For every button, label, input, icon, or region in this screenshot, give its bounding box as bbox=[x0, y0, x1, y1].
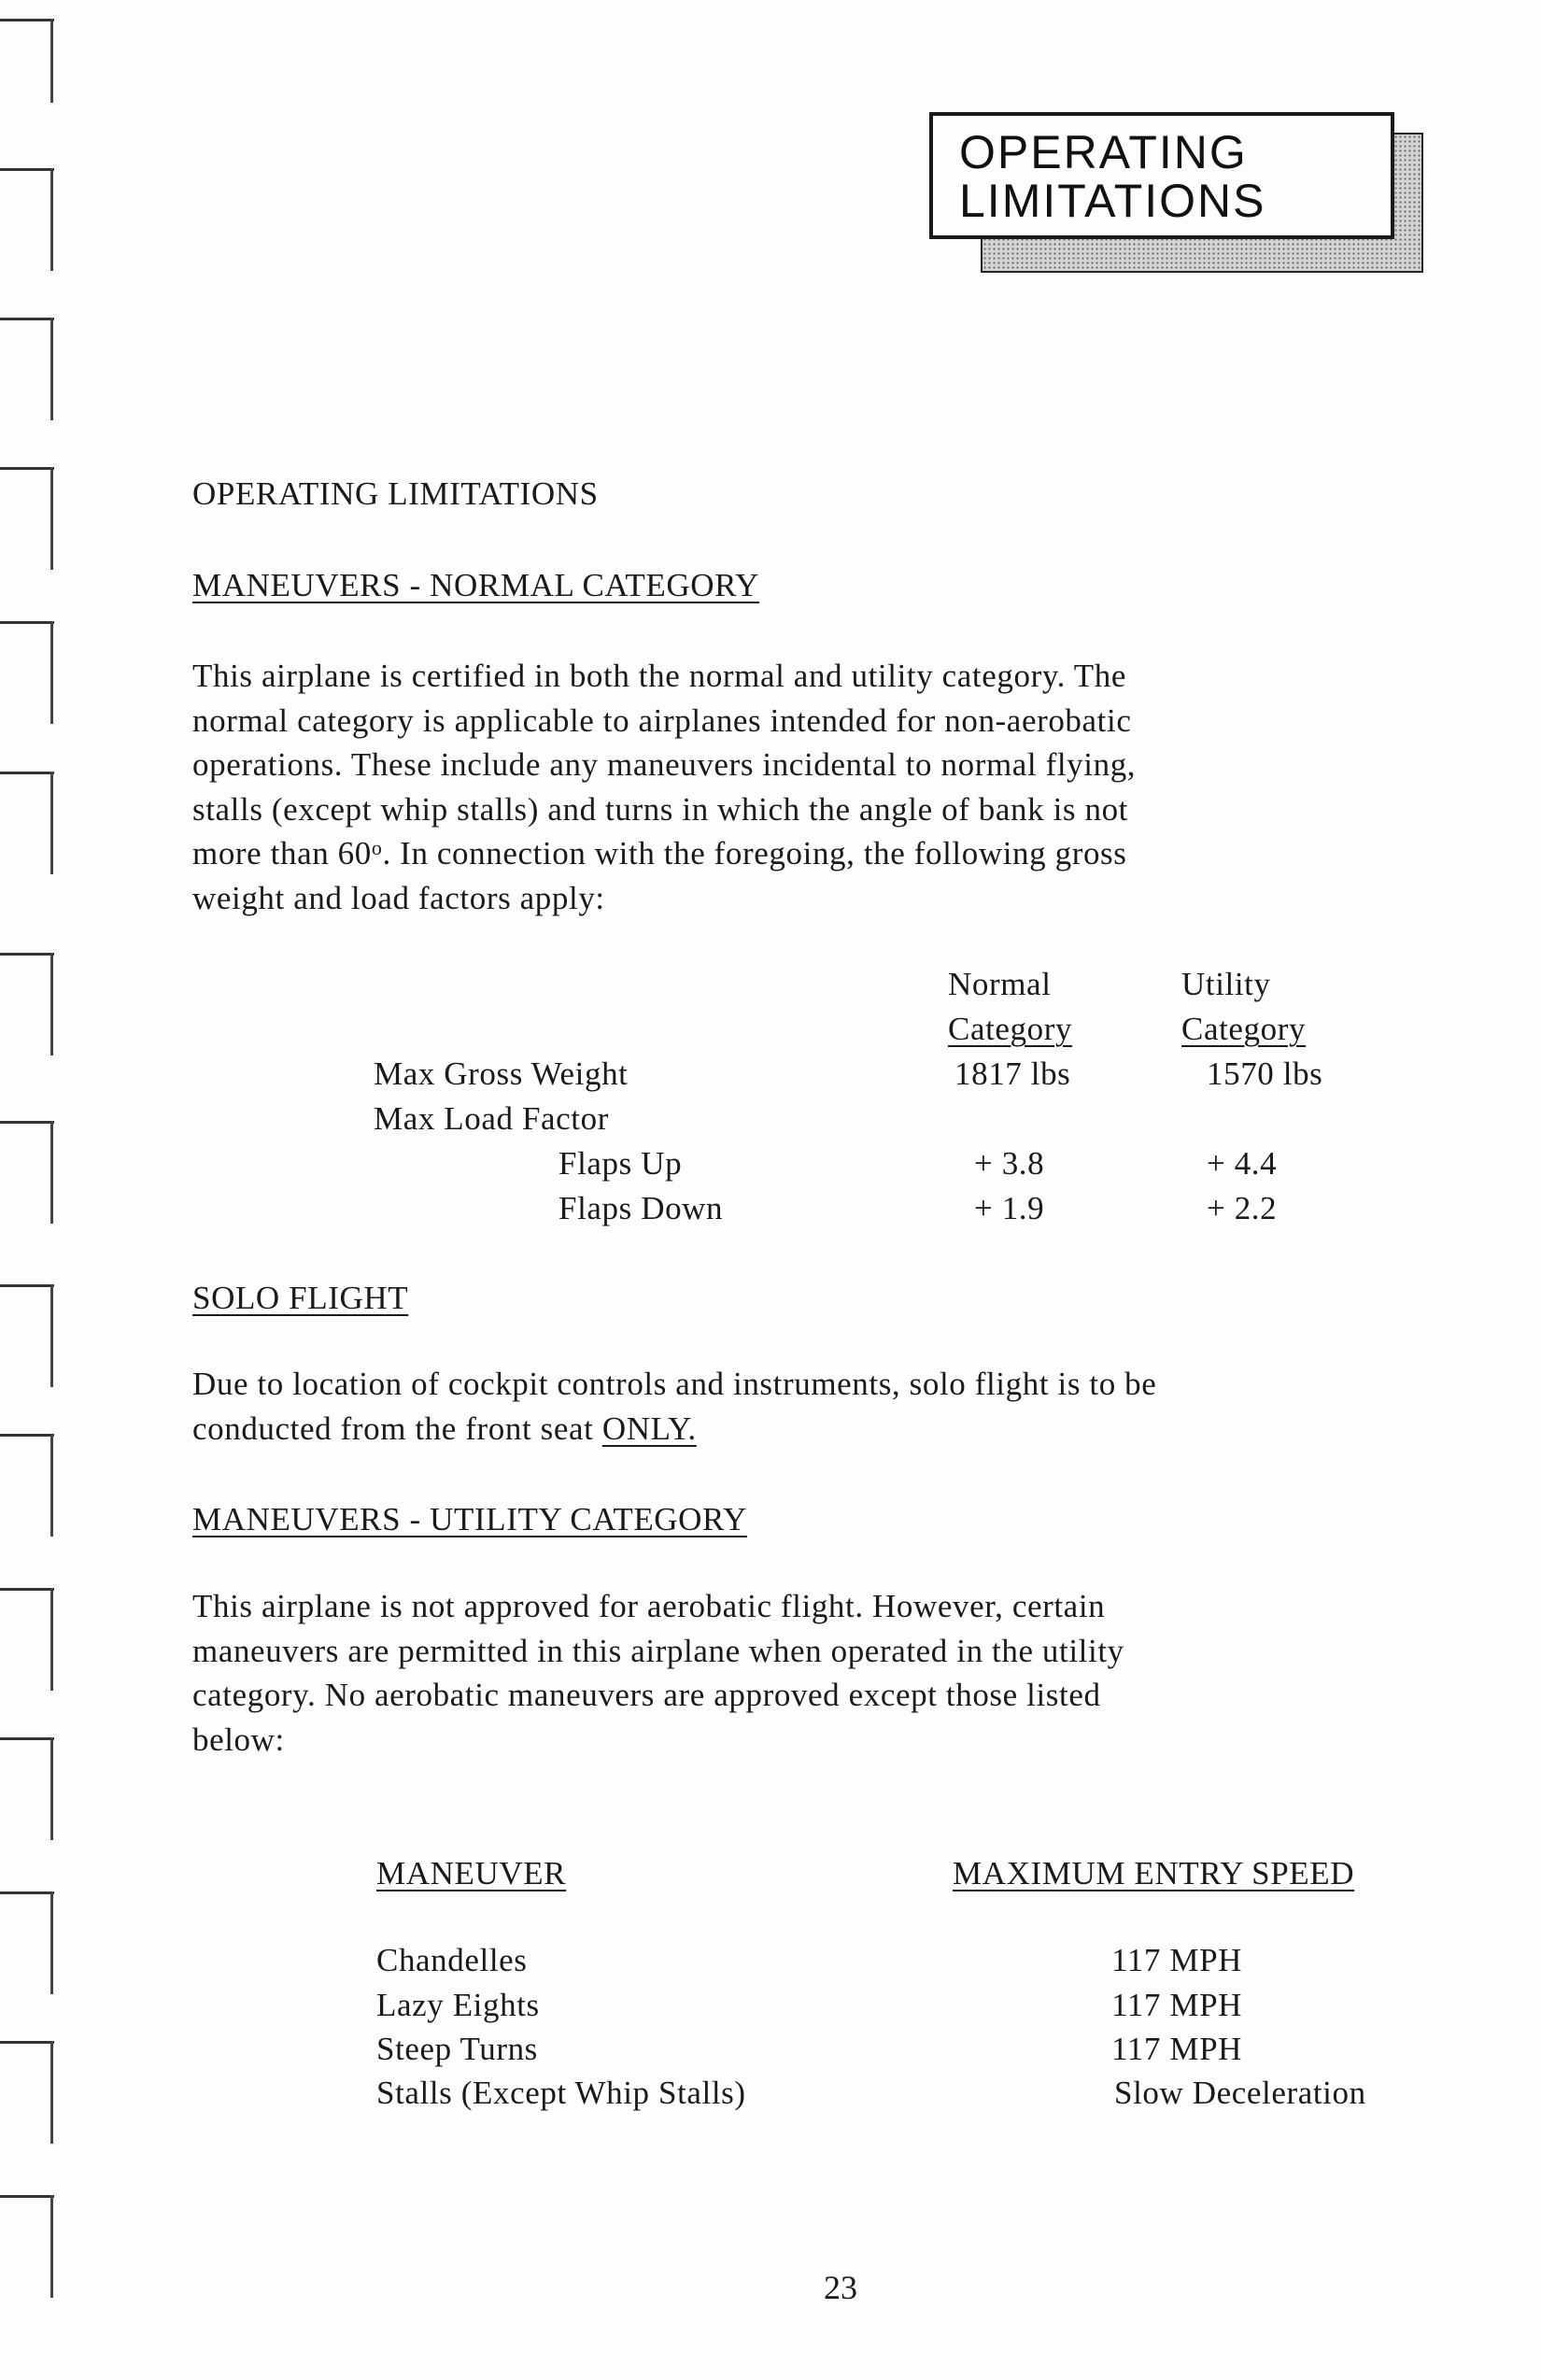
paragraph-line: maneuvers are permitted in this airplane when operated in the utility bbox=[192, 1632, 1124, 1669]
paragraph-line: weight and load factors apply: bbox=[192, 879, 605, 916]
tab-box bbox=[929, 112, 1394, 239]
paragraph-line bbox=[192, 831, 1444, 876]
paragraph-line: This airplane is not approved for aerobatic flight. However, certain bbox=[192, 1588, 1106, 1624]
section-title: OPERATING LIMITATIONS bbox=[192, 475, 599, 512]
row-label-flaps-down: Flaps Down bbox=[558, 1190, 724, 1226]
paragraph-line: This airplane is certified in both the normal and utility category. The bbox=[192, 658, 1126, 694]
solo-flight-paragraph bbox=[192, 1362, 1444, 1451]
utility-category-heading: MANEUVERS - UTILITY CATEGORY bbox=[192, 1501, 747, 1537]
flaps-up-normal: + 3.8 bbox=[974, 1145, 1045, 1182]
emphasis-only: ONLY. bbox=[601, 1410, 697, 1447]
tab-title-line1: OPERATING bbox=[959, 126, 1248, 178]
maneuver-name: Steep Turns bbox=[376, 2031, 538, 2067]
degree-symbol: o bbox=[371, 836, 383, 860]
row-label-flaps-up: Flaps Up bbox=[558, 1145, 683, 1182]
max-gross-weight-utility: 1570 lbs bbox=[1207, 1055, 1323, 1092]
solo-flight-heading: SOLO FLIGHT bbox=[192, 1280, 409, 1316]
tab-title-line2: LIMITATIONS bbox=[959, 175, 1266, 227]
flaps-down-utility: + 2.2 bbox=[1207, 1190, 1278, 1226]
utility-col-header-line2: Category bbox=[1181, 1011, 1307, 1047]
paragraph-line: normal category is applicable to airplanes intended for non-aerobatic bbox=[192, 701, 1132, 739]
row-label-max-load-factor: Max Load Factor bbox=[374, 1100, 609, 1137]
paragraph-line: stalls (except whip stalls) and turns in which the angle of bank is not bbox=[192, 790, 1128, 828]
entry-speed-col-header: MAXIMUM ENTRY SPEED bbox=[953, 1855, 1355, 1891]
flaps-down-normal: + 1.9 bbox=[974, 1190, 1045, 1226]
max-gross-weight-normal: 1817 lbs bbox=[954, 1055, 1071, 1092]
maneuver-speed: 117 MPH bbox=[1111, 1942, 1243, 1978]
section-tab bbox=[929, 112, 1424, 269]
maneuver-name: Lazy Eights bbox=[376, 1987, 540, 2023]
maneuver-speed: 117 MPH bbox=[1111, 1987, 1243, 2023]
line-segment: conducted from the front seat bbox=[192, 1410, 602, 1447]
line-segment: . In connection with the foregoing, the following gross bbox=[382, 835, 1127, 872]
normal-col-header-line1: Normal bbox=[948, 966, 1052, 1002]
maneuver-name: Stalls (Except Whip Stalls) bbox=[376, 2075, 746, 2111]
page-number: 23 bbox=[824, 2269, 857, 2306]
paragraph-line: Due to location of cockpit controls and instruments, solo flight is to be bbox=[192, 1366, 1157, 1402]
paragraph-line bbox=[192, 1407, 1444, 1452]
flaps-up-utility: + 4.4 bbox=[1207, 1145, 1278, 1182]
maneuver-speed: 117 MPH bbox=[1111, 2031, 1243, 2067]
normal-col-header-line2: Category bbox=[948, 1011, 1073, 1047]
normal-category-paragraph bbox=[192, 654, 1444, 921]
line-segment: more than 60 bbox=[192, 835, 372, 872]
maneuver-col-header: MANEUVER bbox=[376, 1855, 567, 1891]
paragraph-line: category. No aerobatic maneuvers are approved except those listed bbox=[192, 1677, 1101, 1714]
paragraph-line: below: bbox=[192, 1721, 285, 1758]
utility-col-header-line1: Utility bbox=[1181, 966, 1271, 1002]
maneuver-speed: Slow Deceleration bbox=[1114, 2075, 1366, 2111]
row-label-max-gross-weight: Max Gross Weight bbox=[374, 1055, 629, 1092]
utility-category-paragraph bbox=[192, 1584, 1444, 1762]
maneuver-name: Chandelles bbox=[376, 1942, 528, 1978]
normal-category-heading: MANEUVERS - NORMAL CATEGORY bbox=[192, 567, 760, 603]
paragraph-line: operations. These include any maneuvers incidental to normal flying, bbox=[192, 746, 1137, 784]
